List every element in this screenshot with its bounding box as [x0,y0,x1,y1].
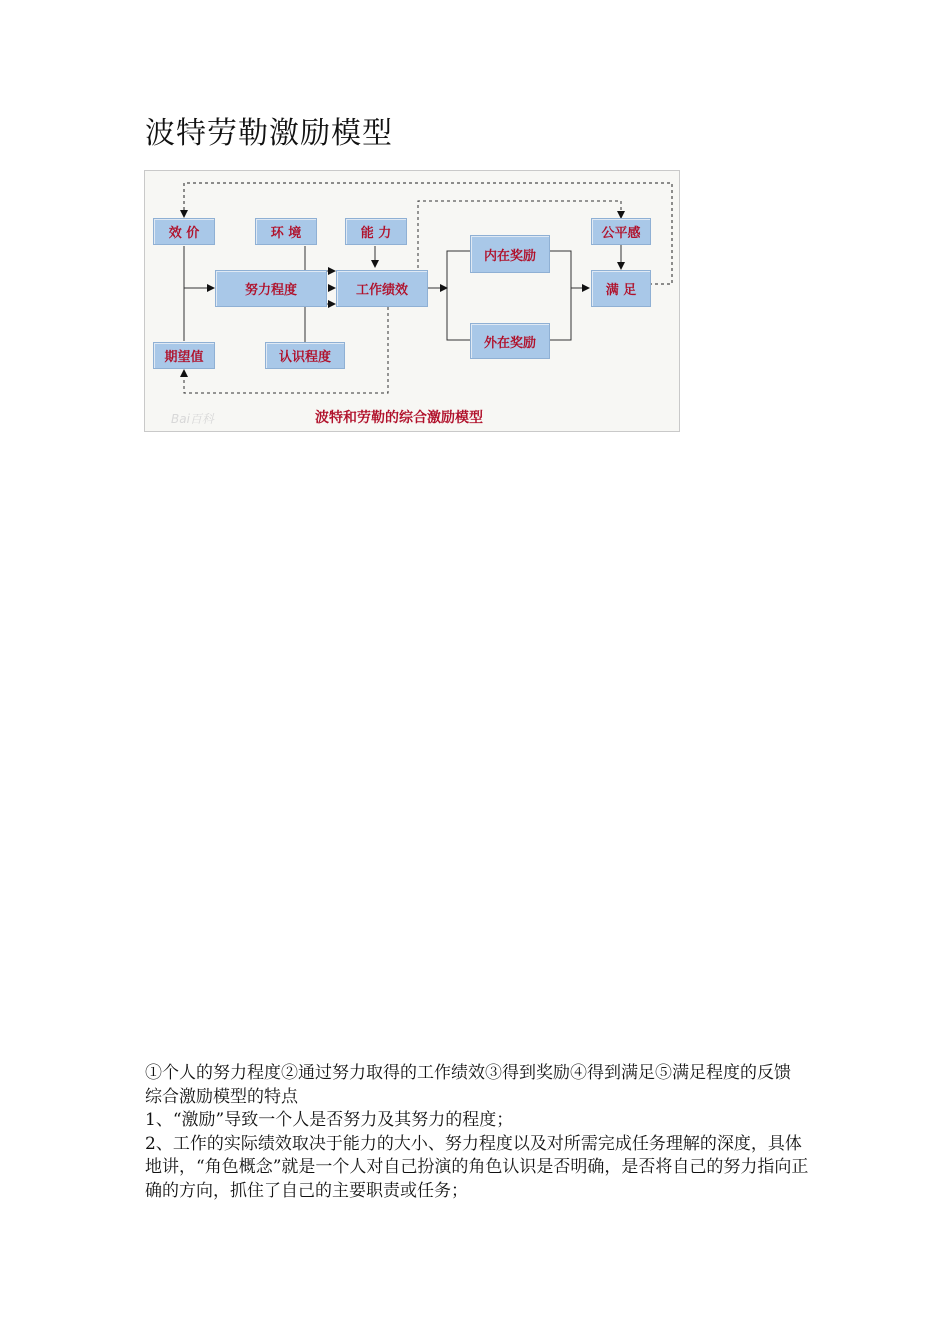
box-equity: 公平感 [591,218,651,245]
box-ability: 能 力 [345,218,407,245]
watermark-logo: Bai百科 [171,412,214,426]
box-role-perception: 认识程度 [265,342,345,369]
box-expectancy: 期望值 [153,342,215,369]
box-valence: 效 价 [153,218,215,245]
box-performance: 工作绩效 [336,270,428,307]
body-text [145,1062,815,1203]
motivation-model-diagram [144,170,680,432]
box-intrinsic-reward: 内在奖励 [470,235,550,273]
figure-caption: 波特和劳勒的综合激励模型 [315,410,483,426]
box-effort: 努力程度 [215,270,327,307]
box-extrinsic-reward: 外在奖励 [470,323,550,359]
point-1: 1、“激励”导致一个人是否努力及其努力的程度； [145,1110,514,1130]
arrow-environment-to-performance [305,246,335,271]
arrow-role-to-performance [305,304,335,342]
page-title: 波特劳勒激励模型 [145,116,393,151]
box-satisfaction: 满 足 [591,270,651,307]
steps-line: ①个人的努力程度②通过努力取得的工作绩效③得到奖励④得到满足⑤满足程度的反馈 [145,1063,791,1083]
point-2: 2、工作的实际绩效取决于能力的大小、努力程度以及对所需完成任务理解的深度，具体地讲，“角色概念”就是一个人对自己扮演的角色认识是否明确，是否将自己的努力指向正确的方向，抓住了自己的主要职责或任务； [145,1133,809,1201]
section-heading: 综合激励模型的特点 [145,1086,298,1107]
box-environment: 环 境 [255,218,317,245]
